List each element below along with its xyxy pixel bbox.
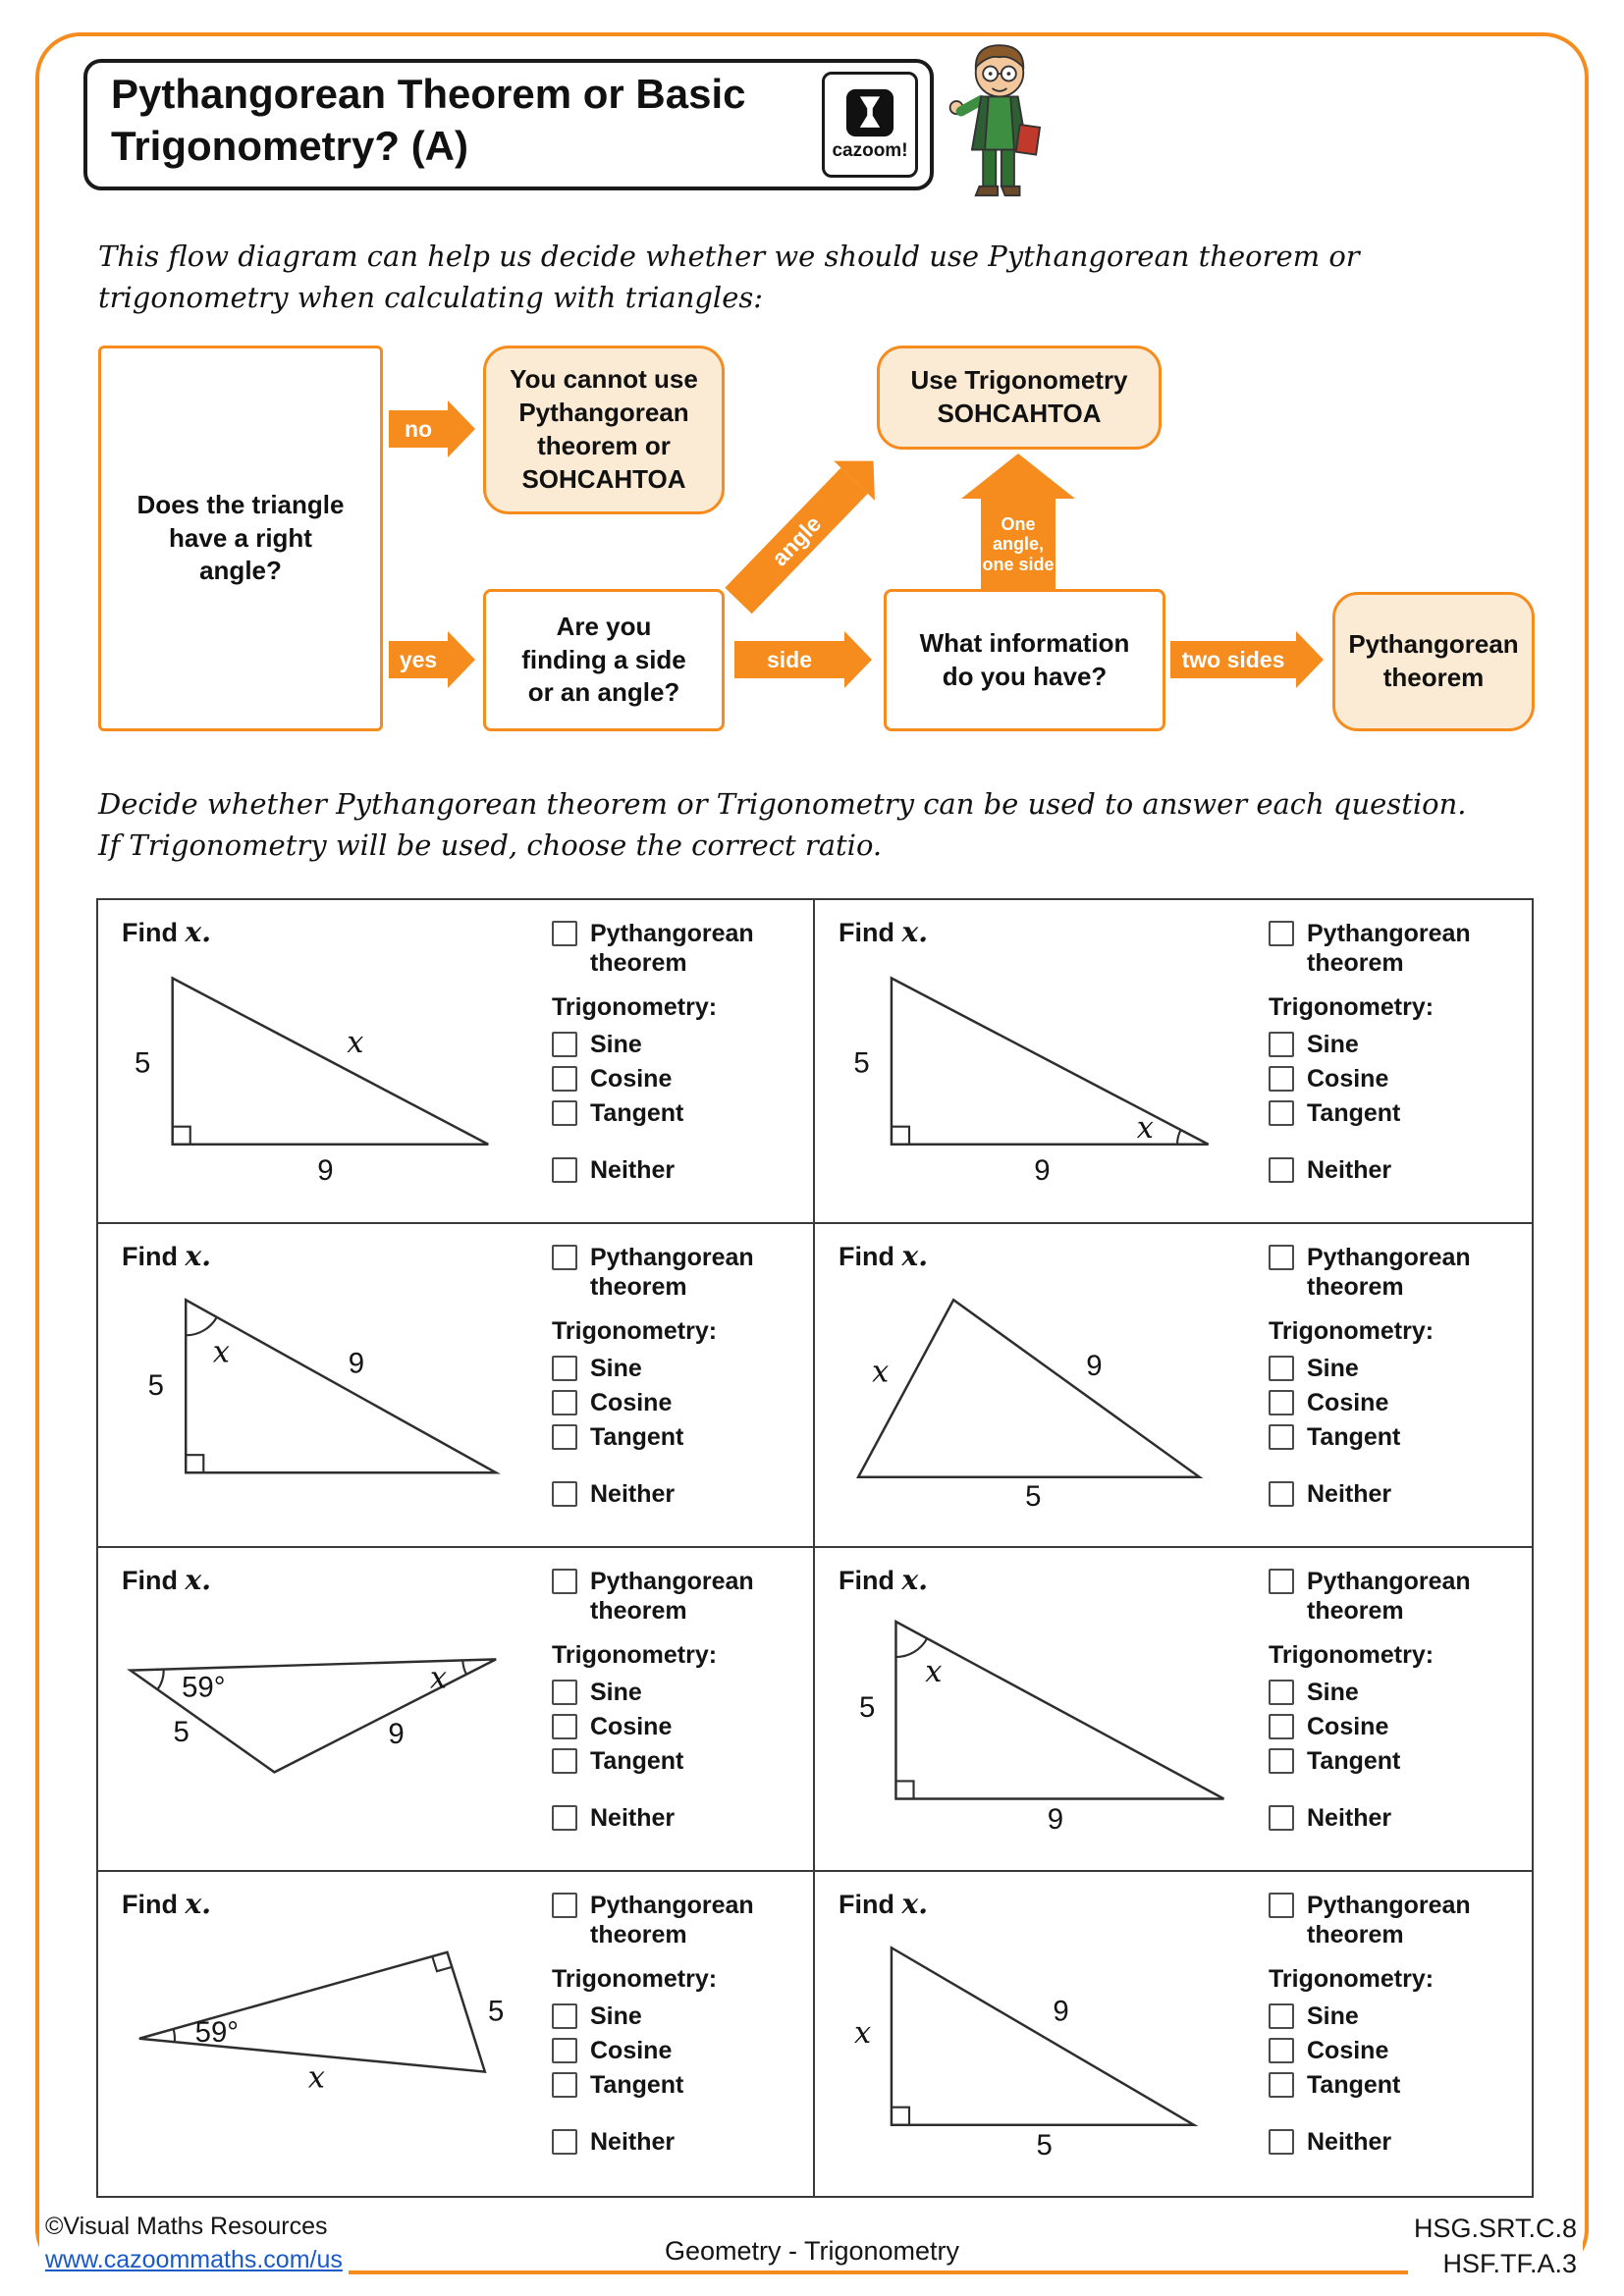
answer-options (1269, 1562, 1530, 1838)
side-label: 9 (388, 1718, 405, 1751)
find-label: Find (839, 1566, 894, 1595)
side-label: 5 (858, 1691, 876, 1724)
angle-arc-icon (1177, 1130, 1181, 1145)
option-label: Cosine (1307, 1713, 1389, 1740)
instructions-line-1: Decide whether Pythangorean theorem or Trigonometry can be used to answer each question. (98, 787, 1467, 821)
checkbox-tangent[interactable] (552, 1748, 577, 1774)
option-label: Sine (1307, 2002, 1359, 2030)
triangle-diagram (823, 945, 1255, 1193)
option-label: Pythangorean theorem (1307, 1244, 1471, 1301)
question-cell (98, 1872, 815, 2196)
angle-arc-icon (186, 1317, 217, 1336)
questions-grid (96, 898, 1534, 2198)
side-label: 5 (173, 1715, 189, 1748)
two-sides-arrow (1170, 631, 1324, 688)
teacher-illustration-icon (945, 35, 1055, 210)
option-label: Cosine (590, 2037, 673, 2064)
option-label: Pythangorean theorem (590, 1568, 754, 1625)
answer-options (552, 1562, 813, 1838)
angle-label: x (925, 1654, 943, 1689)
option-label: Tangent (1307, 2071, 1401, 2099)
intro-line-1: This flow diagram can help us decide whether we should use Pythangorean theorem or (98, 240, 1360, 273)
side-label: 5 (135, 1046, 151, 1080)
checkbox-neither[interactable] (1269, 2129, 1294, 2155)
checkbox-sine[interactable] (1269, 1356, 1294, 1381)
triangle-diagram (106, 945, 538, 1193)
option-label: Pythangorean theorem (590, 1244, 754, 1301)
side-label: 9 (317, 1153, 334, 1187)
answer-options (552, 914, 813, 1190)
checkbox-pythagorean[interactable] (552, 1569, 577, 1594)
answer-options (1269, 1238, 1530, 1514)
arrow-head-icon (448, 400, 475, 457)
option-label: Neither (1307, 1480, 1392, 1508)
checkbox-pythagorean[interactable] (552, 921, 577, 946)
angle-arc-icon (895, 1638, 927, 1657)
question-cell (98, 1224, 815, 1548)
finding-box: Are you finding a side or an angle? (483, 589, 725, 731)
checkbox-sine[interactable] (1269, 1680, 1294, 1705)
right-angle-marker-icon (892, 2108, 909, 2125)
website-link[interactable]: www.cazoommaths.com/us (45, 2245, 343, 2273)
right-angle-marker-icon (892, 1127, 909, 1145)
triangle-diagram (106, 1917, 538, 2164)
checkbox-sine[interactable] (552, 2003, 577, 2029)
option-label: Sine (590, 1679, 642, 1706)
topic-text: Geometry - Trigonometry (655, 2234, 969, 2268)
side-label: 9 (348, 1347, 365, 1380)
question-cell (815, 1872, 1532, 2196)
triangle-diagram (823, 1269, 1255, 1517)
answer-options (1269, 1886, 1530, 2162)
standard-code-1: HSG.SRT.C.8 (1413, 2214, 1577, 2243)
instructions-text (98, 783, 1466, 866)
find-label: Find (122, 1890, 178, 1919)
angle-arc-icon (174, 2029, 175, 2042)
intro-line-2: trigonometry when calculating with triangles: (98, 281, 764, 315)
checkbox-pythagorean[interactable] (1269, 1893, 1294, 1918)
option-label: Neither (590, 1156, 676, 1184)
option-label: Neither (590, 1480, 676, 1508)
cazoom-logo-icon (845, 88, 894, 137)
variable-label: x. (185, 1240, 211, 1272)
trigonometry-label: Trigonometry: (1269, 1965, 1435, 1993)
two-sides-arrow-label: two sides (1170, 641, 1296, 678)
checkbox-cosine[interactable] (552, 2038, 577, 2063)
option-label: Neither (590, 2128, 676, 2156)
side-label: 5 (1025, 1480, 1042, 1514)
use-trigonometry-box: Use Trigonometry SOHCAHTOA (877, 346, 1162, 450)
variable-label: x. (901, 1564, 928, 1596)
page-title: Pythangorean Theorem or Basic Trigonometry? (A) (111, 71, 746, 169)
side-label: 5 (487, 1995, 505, 2028)
right-angle-marker-icon (186, 1455, 203, 1472)
no-arrow-label: no (389, 410, 448, 448)
checkbox-neither[interactable] (552, 1805, 577, 1831)
side-label: x (307, 2060, 325, 2096)
angle-label: x (429, 1661, 448, 1696)
checkbox-tangent[interactable] (1269, 2072, 1294, 2098)
find-label: Find (122, 1566, 178, 1595)
angle-arc-icon (462, 1660, 466, 1674)
question-prompt (122, 916, 211, 948)
footer-topic (0, 2236, 1624, 2267)
instructions-line-2: If Trigonometry will be used, choose the correct ratio. (98, 828, 883, 863)
checkbox-neither[interactable] (552, 2129, 577, 2155)
brand-name: cazoom! (832, 139, 908, 161)
option-label: Sine (590, 1031, 642, 1058)
side-label: 9 (1047, 1802, 1064, 1836)
option-label: Neither (1307, 1804, 1392, 1832)
option-label: Pythangorean theorem (590, 920, 754, 977)
angle-label: x (1136, 1110, 1154, 1146)
side-label: 5 (147, 1369, 164, 1403)
trigonometry-label: Trigonometry: (552, 1641, 718, 1669)
trigonometry-label: Trigonometry: (552, 1965, 718, 1993)
option-label: Tangent (590, 1099, 684, 1127)
checkbox-tangent[interactable] (552, 1424, 577, 1450)
checkbox-tangent[interactable] (552, 2072, 577, 2098)
option-label: Sine (1307, 1031, 1359, 1058)
trigonometry-label: Trigonometry: (1269, 1641, 1435, 1669)
find-label: Find (839, 918, 894, 947)
option-label: Cosine (1307, 1065, 1389, 1093)
checkbox-tangent[interactable] (1269, 1424, 1294, 1450)
side-arrow (734, 631, 872, 688)
option-label: Pythangorean theorem (1307, 1568, 1471, 1625)
find-label: Find (122, 918, 178, 947)
flow-start-box: Does the triangle have a right angle? (98, 346, 383, 731)
one-angle-one-side-arrow (961, 454, 1075, 590)
checkbox-neither[interactable] (1269, 1481, 1294, 1507)
checkbox-pythagorean[interactable] (552, 1245, 577, 1270)
checkbox-cosine[interactable] (552, 1066, 577, 1092)
option-label: Sine (1307, 1679, 1359, 1706)
question-prompt (839, 916, 928, 948)
option-label: Tangent (1307, 1423, 1401, 1451)
one-angle-one-side-label: One angle, one side (981, 499, 1056, 590)
answer-options (552, 1238, 813, 1514)
right-angle-marker-icon (173, 1127, 190, 1145)
arrow-head-icon (961, 454, 1075, 499)
variable-label: x. (901, 1888, 928, 1920)
checkbox-neither[interactable] (1269, 1157, 1294, 1183)
question-cell (98, 1548, 815, 1872)
question-cell (815, 1224, 1532, 1548)
variable-label: x. (901, 916, 928, 948)
worksheet-header (83, 59, 934, 190)
variable-label: x. (901, 1240, 928, 1272)
find-label: Find (839, 1890, 894, 1919)
angle-arrow (718, 441, 893, 620)
question-prompt (122, 1564, 211, 1596)
checkbox-sine[interactable] (1269, 2003, 1294, 2029)
answer-options (552, 1886, 813, 2162)
trigonometry-label: Trigonometry: (552, 993, 718, 1021)
angle-arc-icon (157, 1670, 163, 1690)
side-label: 9 (1053, 1995, 1069, 2028)
copyright-text: ©Visual Maths Resources (45, 2213, 328, 2240)
checkbox-cosine[interactable] (1269, 2038, 1294, 2063)
option-label: Sine (590, 1355, 642, 1382)
answer-options (1269, 914, 1530, 1190)
option-label: Cosine (1307, 1389, 1389, 1416)
checkbox-cosine[interactable] (1269, 1714, 1294, 1739)
variable-label: x. (185, 916, 211, 948)
option-label: Cosine (590, 1389, 673, 1416)
checkbox-sine[interactable] (1269, 1032, 1294, 1057)
arrow-head-icon (448, 631, 475, 688)
arrow-head-icon (844, 631, 872, 688)
angle-arrow-label: angle (725, 468, 867, 614)
checkbox-pythagorean[interactable] (1269, 1245, 1294, 1270)
side-label: x (347, 1026, 364, 1061)
option-label: Tangent (590, 1423, 684, 1451)
question-prompt (122, 1240, 211, 1272)
yes-arrow (389, 631, 475, 688)
what-information-box: What information do you have? (884, 589, 1165, 731)
side-label: 5 (853, 1046, 870, 1080)
triangle-diagram (823, 1917, 1255, 2164)
checkbox-tangent[interactable] (1269, 1100, 1294, 1126)
trigonometry-label: Trigonometry: (1269, 1317, 1435, 1345)
question-cell (815, 900, 1532, 1224)
checkbox-pythagorean[interactable] (1269, 921, 1294, 946)
option-label: Sine (590, 2002, 642, 2030)
option-label: Neither (1307, 1156, 1392, 1184)
side-label: x (854, 2016, 872, 2052)
angle-label: 59° (182, 1671, 226, 1704)
cannot-use-box: You cannot use Pythangorean theorem or SOHCAHTOA (483, 346, 725, 514)
footer-standards (1408, 2209, 1583, 2284)
checkbox-cosine[interactable] (552, 1714, 577, 1739)
question-cell (815, 1548, 1532, 1872)
intro-text (98, 236, 1360, 318)
checkbox-cosine[interactable] (552, 1390, 577, 1415)
angle-label: 59° (194, 2016, 240, 2050)
cazoom-logo (822, 72, 918, 178)
find-label: Find (122, 1242, 178, 1271)
side-label: 5 (1036, 2129, 1053, 2163)
option-label: Tangent (590, 1747, 684, 1775)
checkbox-cosine[interactable] (1269, 1390, 1294, 1415)
checkbox-pythagorean[interactable] (1269, 1569, 1294, 1594)
option-label: Neither (590, 1804, 676, 1832)
find-label: Find (839, 1242, 894, 1271)
question-prompt (839, 1888, 928, 1920)
yes-arrow-label: yes (389, 641, 448, 678)
option-label: Pythangorean theorem (1307, 1892, 1471, 1949)
checkbox-sine[interactable] (552, 1032, 577, 1057)
angle-label: x (212, 1335, 230, 1370)
option-label: Tangent (1307, 1099, 1401, 1127)
option-label: Sine (1307, 1355, 1359, 1382)
option-label: Neither (1307, 2128, 1392, 2156)
checkbox-cosine[interactable] (1269, 1066, 1294, 1092)
standard-code-2: HSF.TF.A.3 (1442, 2249, 1577, 2279)
option-label: Cosine (590, 1713, 673, 1740)
question-prompt (839, 1564, 928, 1596)
option-label: Tangent (1307, 1747, 1401, 1775)
question-prompt (839, 1240, 928, 1272)
option-label: Cosine (1307, 2037, 1389, 2064)
arrow-head-icon (1296, 631, 1324, 688)
triangle-diagram (106, 1593, 538, 1841)
option-label: Pythangorean theorem (1307, 920, 1471, 977)
checkbox-sine[interactable] (552, 1356, 577, 1381)
checkbox-neither[interactable] (552, 1481, 577, 1507)
variable-label: x. (185, 1888, 211, 1920)
checkbox-tangent[interactable] (1269, 1748, 1294, 1774)
side-label: 9 (1034, 1153, 1051, 1187)
option-label: Tangent (590, 2071, 684, 2099)
side-label: 9 (1086, 1349, 1103, 1382)
checkbox-neither[interactable] (1269, 1805, 1294, 1831)
triangle-diagram (106, 1269, 538, 1517)
triangle-diagram (823, 1593, 1255, 1841)
question-prompt (122, 1888, 211, 1920)
option-label: Pythangorean theorem (590, 1892, 754, 1949)
checkbox-neither[interactable] (552, 1157, 577, 1183)
pythagorean-theorem-box: Pythangorean theorem (1332, 592, 1535, 731)
trigonometry-label: Trigonometry: (1269, 993, 1435, 1021)
checkbox-tangent[interactable] (552, 1100, 577, 1126)
side-label: x (872, 1355, 890, 1390)
checkbox-sine[interactable] (552, 1680, 577, 1705)
side-arrow-label: side (734, 641, 844, 678)
right-angle-marker-icon (895, 1781, 913, 1798)
variable-label: x. (185, 1564, 211, 1596)
option-label: Cosine (590, 1065, 673, 1093)
checkbox-pythagorean[interactable] (552, 1893, 577, 1918)
no-arrow (389, 400, 475, 457)
question-cell (98, 900, 815, 1224)
trigonometry-label: Trigonometry: (552, 1317, 718, 1345)
